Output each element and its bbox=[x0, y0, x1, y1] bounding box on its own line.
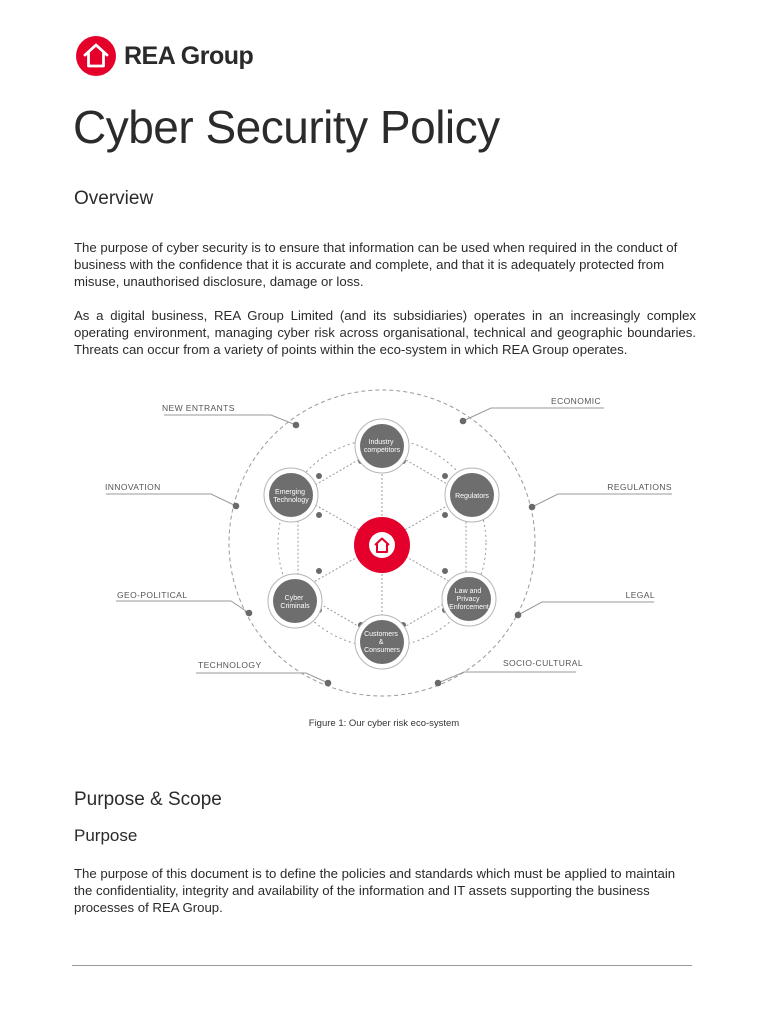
node-law-privacy-enforcement bbox=[442, 572, 496, 626]
figure-caption: Figure 1: Our cyber risk eco-system bbox=[308, 718, 460, 729]
label-new-entrants: NEW ENTRANTS bbox=[162, 403, 235, 413]
svg-text:Customers & Consum: Customers & Consumers bbox=[364, 631, 400, 654]
label-technology: TECHNOLOGY bbox=[198, 660, 262, 670]
label-innovation: INNOVATION bbox=[105, 482, 161, 492]
brand-logo bbox=[76, 36, 253, 76]
brand-name: REA Group bbox=[124, 41, 254, 70]
node-regulators bbox=[445, 468, 499, 522]
purpose-subheading: Purpose bbox=[74, 826, 138, 845]
svg-text:Cyber Criminals: Cyber Criminals bbox=[280, 595, 310, 610]
svg-text:Industry competitors: Industry competitors bbox=[363, 439, 401, 454]
node-cyber-criminals bbox=[268, 574, 322, 628]
purpose-scope-heading: Purpose & Scope bbox=[74, 789, 222, 810]
svg-text:Law and Privacy En: Law and Privacy Enforcement bbox=[449, 588, 489, 611]
node-industry-competitors bbox=[355, 419, 409, 473]
label-legal: LEGAL bbox=[625, 590, 655, 600]
label-socio-cultural: SOCIO-CULTURAL bbox=[502, 658, 583, 668]
rea-house-logo-icon bbox=[76, 36, 116, 76]
overview-paragraph-2: As a digital business, REA Group Limited (and its subsidiaries) operates in an increasingly complex operating environment, managing cyber risk across organisational, technical and geographic boundaries. Threats can occur from a variety of points within the eco-system in which REA Group operates. bbox=[74, 308, 696, 357]
center-rea-house-icon bbox=[354, 517, 410, 573]
purpose-paragraph: The purpose of this document is to define the policies and standards which must be applied to maintain the confidentiality, integrity and availability of the information and IT assets supporting the business processes of REA Group. bbox=[74, 866, 676, 915]
label-economic: ECONOMIC bbox=[551, 396, 601, 406]
node-customers-consumers bbox=[355, 615, 409, 669]
label-geo-political: GEO-POLITICAL bbox=[117, 590, 188, 600]
node-emerging-technology bbox=[264, 468, 318, 522]
footer-divider bbox=[72, 965, 692, 966]
overview-paragraph-1: The purpose of cyber security is to ensure that information can be used when required in the conduct of business with the confidence that it is accurate and complete, and that it is adequately protected from misuse, unauthorised disclosure, damage or loss. bbox=[74, 240, 678, 289]
page-title: Cyber Security Policy bbox=[73, 101, 500, 153]
svg-text:Emerging Technology: Emerging Technology bbox=[273, 489, 309, 504]
svg-text:Regulators: Regulators bbox=[455, 493, 489, 500]
overview-heading: Overview bbox=[74, 188, 154, 209]
cyber-risk-ecosystem-diagram bbox=[96, 388, 686, 698]
label-regulations: REGULATIONS bbox=[607, 482, 672, 492]
